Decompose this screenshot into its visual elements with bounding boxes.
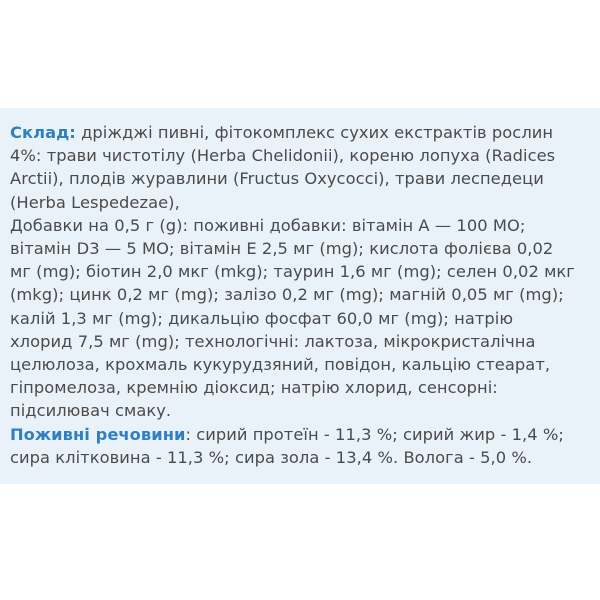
ingredients-panel xyxy=(0,108,600,484)
nutrients-label: Поживні речовини xyxy=(10,424,186,444)
nutrients-line-1: Поживні речовини: сирий протеїн - 11,3 %; сирий жир - 1,4 %; xyxy=(10,424,564,444)
composition-line-10: хлорид 7,5 мг (mg); технологічні: лактоза, мікрокристалічна xyxy=(10,331,536,351)
composition-line-8: (mkg); цинк 0,2 мг (mg); залізо 0,2 мг (mg); магній 0,05 мг (mg); xyxy=(10,285,564,305)
nutrients-line-2: сира клітковина - 11,3 %; сира зола - 13,4 %. Вологa - 5,0 %. xyxy=(10,447,533,467)
composition-line-7: мг (mg); біотин 2,0 мкг (mkg); таурин 1,6 мг (mg); селен 0,02 мкг xyxy=(10,262,575,282)
composition-line-5: Добавки на 0,5 г (g): поживні добавки: вітамін А — 100 МО; xyxy=(10,215,526,235)
composition-line-12: гіпромелоза, кремнію діоксид; натрію хлорид, сенсорні: xyxy=(10,378,498,398)
composition-line-9: калій 1,3 мг (mg); дикальцію фосфат 60,0 мг (mg); натрію xyxy=(10,308,514,328)
composition-line-4: (Herba Lespedezae), xyxy=(10,192,180,212)
composition-line-11: целюлоза, крохмаль кукурудзяний, повідон, кальцію стеарат, xyxy=(10,355,551,375)
composition-text xyxy=(10,121,590,469)
composition-line-3: Arctii), плодів журавлини (Fructus Oxycocci), трави леспедеци xyxy=(10,169,544,189)
composition-line-2: 4%: трави чистотілу (Herba Chelidonii), кореню лопуха (Radices xyxy=(10,146,556,166)
composition-line-1: Склад: дріжджі пивні, фітокомплекс сухих екстрактів рослин xyxy=(10,123,554,142)
composition-line-6: вітамін D3 — 5 МО; вітамін Е 2,5 мг (mg); кислота фолієва 0,02 xyxy=(10,239,554,259)
composition-line-13: підсилювач смаку. xyxy=(10,401,172,421)
composition-label: Склад: xyxy=(10,123,76,142)
